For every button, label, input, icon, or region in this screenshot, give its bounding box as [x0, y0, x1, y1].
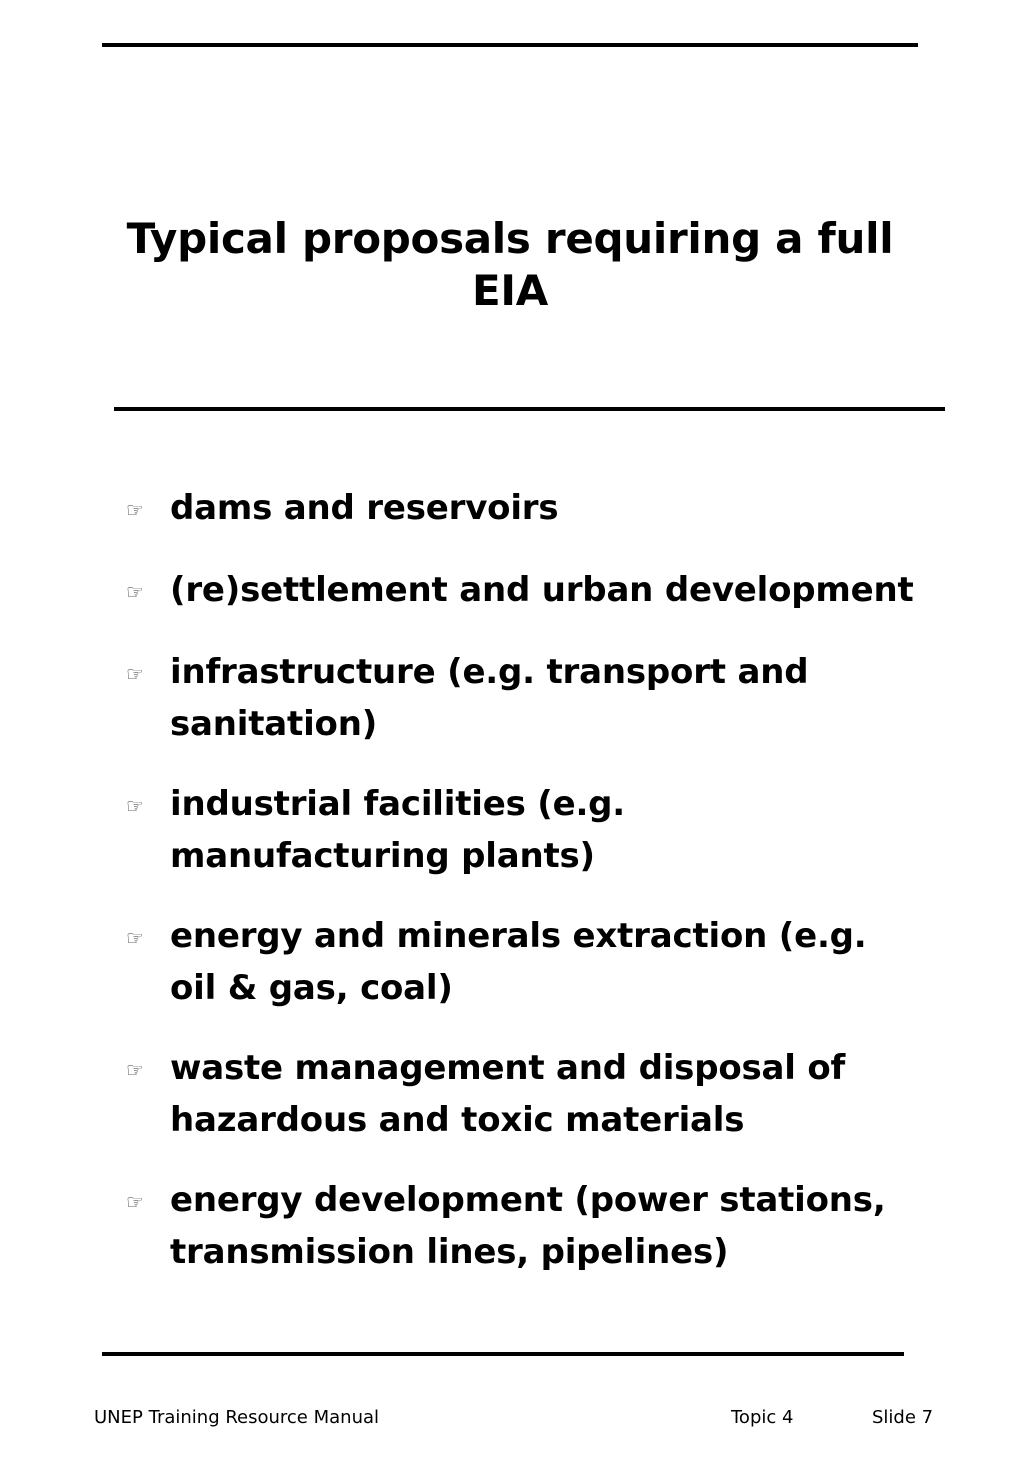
list-item — [126, 778, 916, 882]
pointing-hand-icon: ☞ — [126, 662, 144, 686]
pointing-hand-icon: ☞ — [126, 498, 144, 522]
bullet-text: energy and minerals extraction (e.g. oil & gas, coal) — [170, 916, 867, 1008]
list-item — [126, 482, 916, 536]
footer-divider — [102, 1352, 904, 1356]
list-item — [126, 1042, 916, 1146]
list-item — [126, 646, 916, 750]
title-divider — [114, 407, 945, 411]
bullet-text: infrastructure (e.g. transport and sanitation) — [170, 652, 809, 744]
bullet-text: waste management and disposal of hazardous and toxic materials — [170, 1048, 846, 1140]
footer-source: UNEP Training Resource Manual — [94, 1407, 380, 1428]
top-divider — [102, 43, 918, 47]
pointing-hand-icon: ☞ — [126, 926, 144, 950]
pointing-hand-icon: ☞ — [126, 1190, 144, 1214]
pointing-hand-icon: ☞ — [126, 580, 144, 604]
pointing-hand-icon: ☞ — [126, 794, 144, 818]
footer-slide-number: Slide 7 — [872, 1407, 934, 1428]
bullet-text: dams and reservoirs — [170, 488, 559, 528]
bullet-list — [126, 482, 916, 1306]
slide-title: Typical proposals requiring a full EIA — [126, 214, 894, 316]
list-item — [126, 1174, 916, 1278]
bullet-text: energy development (power stations, transmission lines, pipelines) — [170, 1180, 886, 1272]
footer-topic: Topic 4 — [731, 1407, 794, 1428]
bullet-text: industrial facilities (e.g. manufacturing plants) — [170, 784, 626, 876]
bullet-text: (re)settlement and urban development — [170, 570, 914, 610]
list-item — [126, 910, 916, 1014]
pointing-hand-icon: ☞ — [126, 1058, 144, 1082]
list-item — [126, 564, 916, 618]
